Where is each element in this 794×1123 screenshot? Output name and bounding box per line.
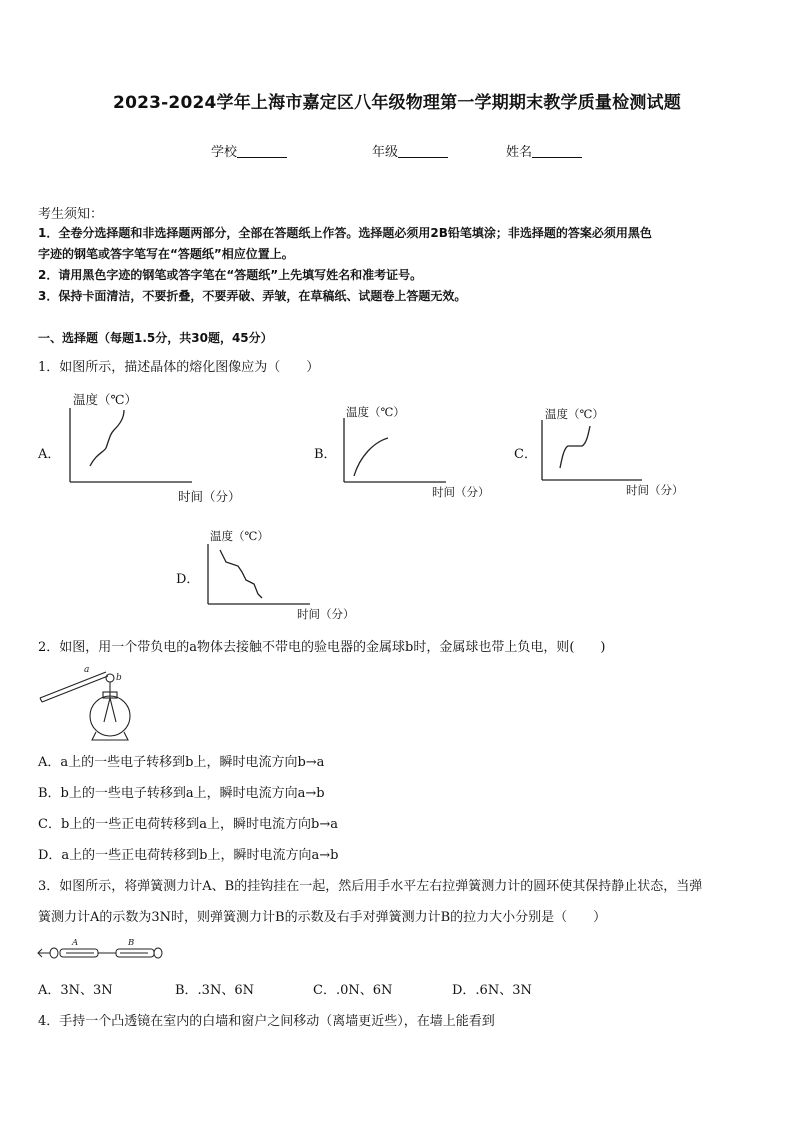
notice-heading: 考生须知： bbox=[38, 207, 104, 222]
q2-option-d: D．a上的一些正电荷转移到b上，瞬时电流方向a→b bbox=[38, 848, 339, 863]
grade-blank bbox=[398, 144, 448, 158]
graph-b-ylabel: 温度（℃） bbox=[346, 405, 405, 419]
notice-item-2: 2．请用黑色字迹的钢笔或答字笔在“答题纸”上先填写姓名和准考证号。 bbox=[38, 268, 423, 282]
name-label: 姓名 bbox=[506, 145, 533, 160]
notice-item-3: 3．保持卡面清洁，不要折叠，不要弄破、弄皱，在草稿纸、试题卷上答题无效。 bbox=[38, 289, 467, 303]
name-blank bbox=[532, 144, 582, 158]
name-field bbox=[506, 141, 582, 160]
q1-stem: 1．如图所示，描述晶体的熔化图像应为（ ） bbox=[38, 360, 320, 375]
q3-stem-line2: 簧测力计A的示数为3N时，则弹簧测力计B的示数及右手对弹簧测力计B的拉力大小分别是（ ） bbox=[38, 910, 607, 925]
graph-c bbox=[538, 418, 644, 484]
q1-option-b-label: B． bbox=[314, 447, 337, 462]
notice-item-1-cont: 字迹的钢笔或答字笔写在“答题纸”相应位置上。 bbox=[38, 247, 294, 261]
q2-option-c: C．b上的一些正电荷转移到a上，瞬时电流方向b→a bbox=[38, 817, 338, 832]
school-blank bbox=[237, 144, 287, 158]
q2-stem: 2．如图，用一个带负电的a物体去接触不带电的验电器的金属球b时，金属球也带上负电，则( ) bbox=[38, 640, 606, 655]
graph-a-ylabel: 温度（℃） bbox=[73, 392, 137, 407]
school-field bbox=[211, 141, 287, 160]
graph-b bbox=[340, 416, 450, 486]
q3-stem-line1: 3．如图所示，将弹簧测力计A、B的挂钩挂在一起，然后用手水平左右拉弹簧测力计的圆环使其保持静止状态，当弹 bbox=[38, 879, 703, 894]
spring-scales-figure bbox=[36, 936, 166, 966]
graph-a-xlabel: 时间（分） bbox=[178, 489, 241, 504]
q1-option-c-label: C． bbox=[514, 447, 537, 462]
q1-option-a-label: A． bbox=[38, 447, 61, 462]
graph-b-xlabel: 时间（分） bbox=[432, 485, 490, 499]
school-label: 学校 bbox=[211, 145, 238, 160]
q1-option-d-label: D． bbox=[176, 572, 200, 587]
page-title: 2023-2024学年上海市嘉定区八年级物理第一学期期末教学质量检测试题 bbox=[113, 93, 681, 113]
q3-option-c: C．.0N、6N bbox=[313, 983, 393, 998]
graph-c-ylabel: 温度（℃） bbox=[545, 407, 604, 421]
label-a: a bbox=[84, 665, 90, 675]
q3-option-d: D．.6N、3N bbox=[452, 983, 532, 998]
graph-d bbox=[204, 542, 314, 608]
grade-field bbox=[372, 141, 448, 160]
graph-c-xlabel: 时间（分） bbox=[626, 483, 684, 497]
q2-option-b: B．b上的一些电子转移到a上，瞬时电流方向a→b bbox=[38, 786, 325, 801]
graph-d-ylabel: 温度（℃） bbox=[210, 529, 269, 543]
scale-b-label: B bbox=[128, 938, 135, 948]
notice-item-1: 1．全卷分选择题和非选择题两部分，全部在答题纸上作答。选择题必须用2B铅笔填涂；非选择题的答案必须用黑色 bbox=[38, 226, 652, 240]
q3-option-a: A．3N、3N bbox=[38, 983, 113, 998]
electroscope-figure bbox=[36, 664, 136, 744]
section-heading: 一、选择题（每题1.5分，共30题，45分） bbox=[38, 331, 273, 345]
graph-a bbox=[66, 404, 196, 486]
q3-option-b: B．.3N、6N bbox=[175, 983, 254, 998]
grade-label: 年级 bbox=[372, 145, 399, 160]
label-b: b bbox=[116, 673, 122, 683]
graph-d-xlabel: 时间（分） bbox=[297, 607, 355, 621]
q2-option-a: A．a上的一些电子转移到b上，瞬时电流方向b→a bbox=[38, 755, 325, 770]
q4-stem: 4．手持一个凸透镜在室内的白墙和窗户之间移动（离墙更近些），在墙上能看到 bbox=[38, 1014, 495, 1029]
scale-a-label: A bbox=[72, 938, 79, 948]
